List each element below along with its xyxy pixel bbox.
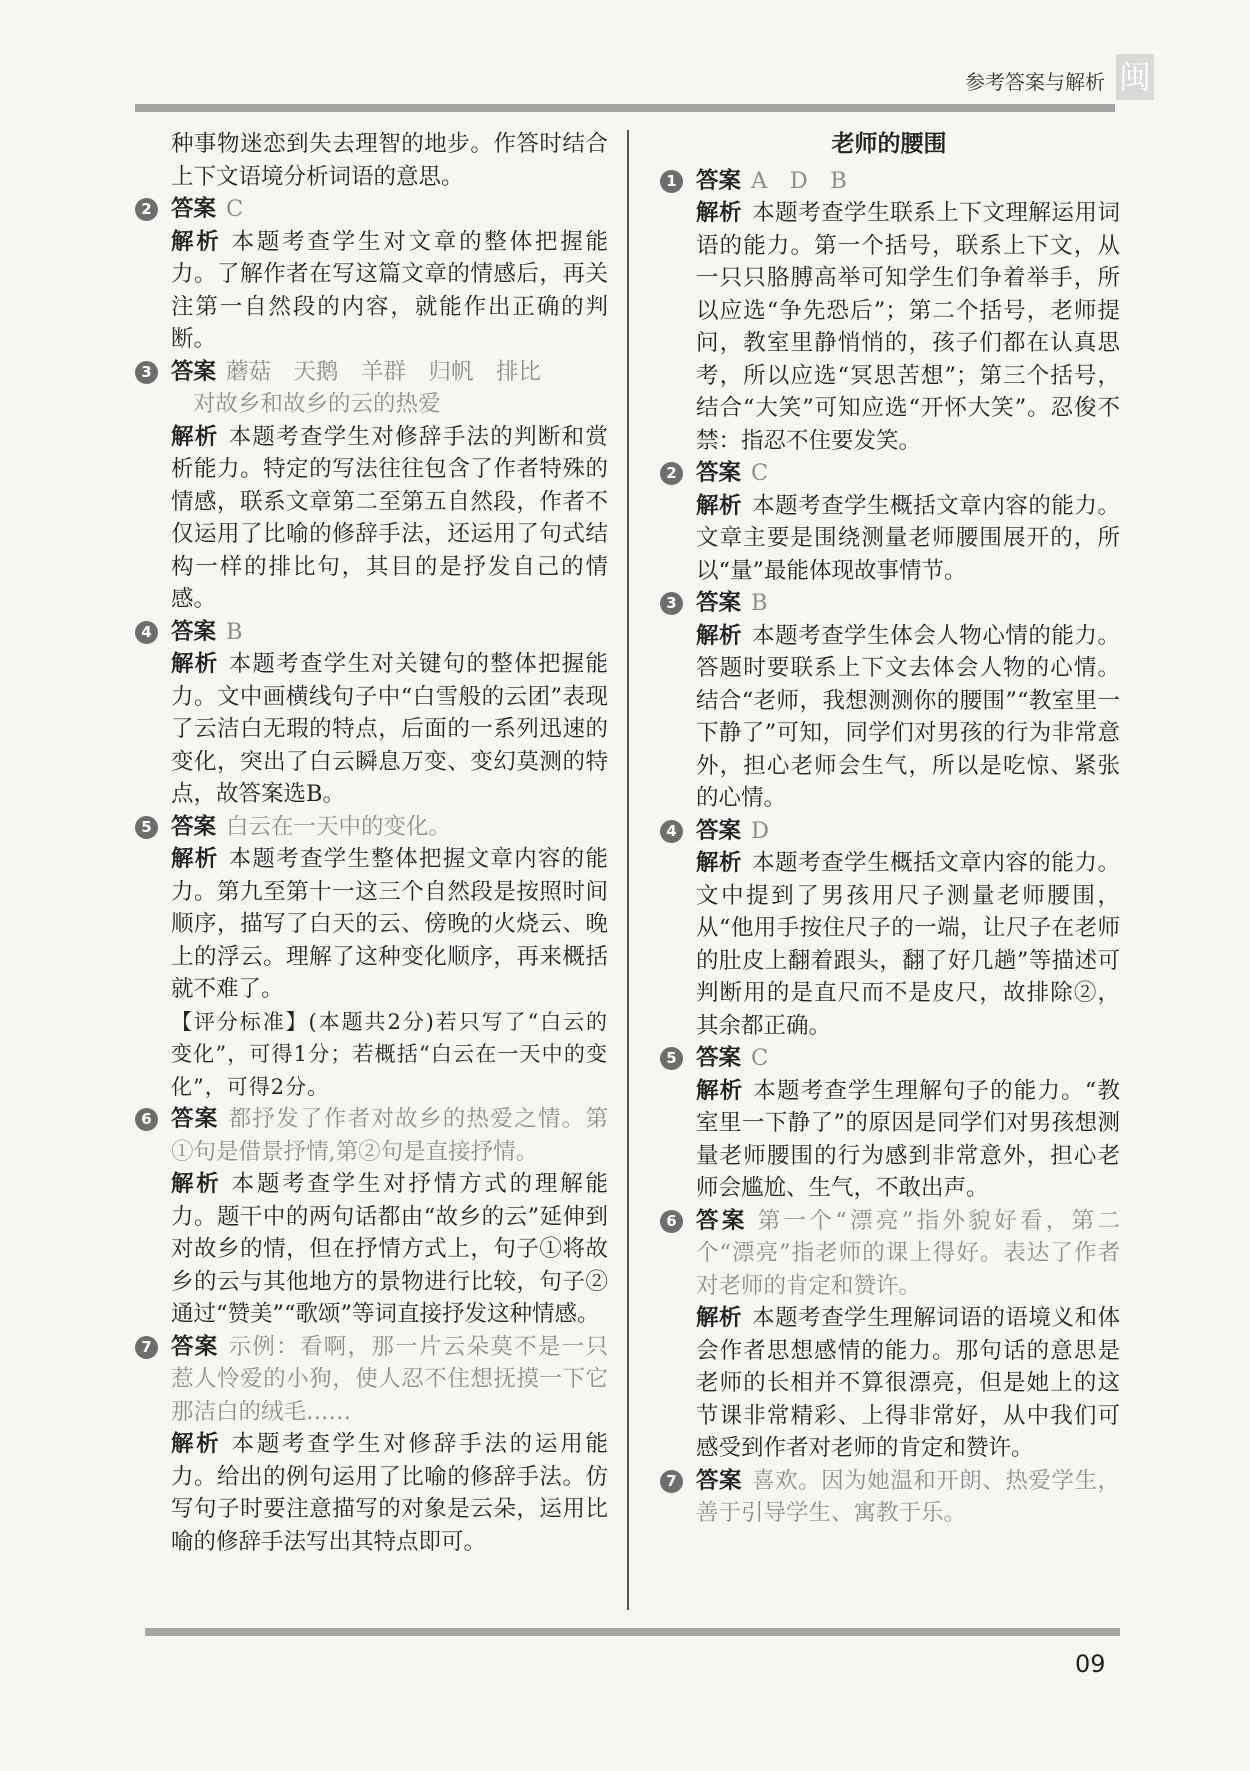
question-4 <box>658 815 1120 1043</box>
answer-label: 答案 <box>171 813 217 840</box>
answer-value: A D B <box>751 167 847 194</box>
question-number: 7 <box>660 1470 683 1493</box>
question-number: 2 <box>135 198 158 221</box>
analysis-label: 解析 <box>696 1305 743 1331</box>
question-7 <box>658 1465 1120 1530</box>
question-number: 2 <box>660 462 683 485</box>
analysis-text: 本题考查学生概括文章内容的能力。文章主要是围绕测量老师腰围展开的，所以“量”最能体现故事情节。 <box>696 492 1120 584</box>
analysis-text: 本题考查学生整体把握文章内容的能力。第九至第十一这三个自然段是按照时间顺序，描写了白天的云、傍晚的火烧云、晚上的浮云。理解了这种变化顺序，再来概括就不难了。 <box>171 846 608 1002</box>
answer-label: 答案 <box>696 460 742 486</box>
answer-label: 答案 <box>696 817 742 844</box>
section-title: 老师的腰围 <box>831 131 947 157</box>
analysis-text: 本题考查学生对抒情方式的理解能力。题干中的两句话都由“故乡的云”延伸到对故乡的情，但在抒情方式上，句子①将故乡的云与其他地方的景物进行比较，句子②通过“赞美”“歌颂”等词直接抒发这种情感。 <box>171 1171 608 1327</box>
answer-label: 答案 <box>696 167 742 194</box>
answer-label: 答案 <box>696 1207 748 1234</box>
question-1 <box>658 165 1120 458</box>
question-number: 4 <box>135 621 158 644</box>
analysis-text: 本题考查学生对关键句的整体把握能力。文中画横线句子中“白雪般的云团”表现了云洁白无瑕的特点，后面的一系列迅速的变化，突出了白云瞬息万变、变幻莫测的特点，故答案选B。 <box>171 651 608 807</box>
analysis-text: 本题考查学生对文章的整体把握能力。了解作者在写这篇文章的情感后，再关注第一自然段的内容，就能作出正确的判断。 <box>171 228 608 352</box>
question-number: 3 <box>135 361 158 384</box>
question-2 <box>658 457 1120 587</box>
answer-value: C <box>751 460 769 486</box>
question-6 <box>658 1205 1120 1465</box>
answer-label: 答案 <box>171 196 217 222</box>
analysis-text: 本题考查学生联系上下文理解运用词语的能力。第一个括号，联系上下文，从一只只胳膊高举可知学生们争着举手，所以应选“争先恐后”；第二个括号，老师提问，教室里静悄悄的，孩子们都在认真思考，所以应选“冥思苦想”；第三个括号，结合“大笑”可知应选“开怀大笑”。忍俊不禁：指忍不住要发笑。 <box>696 200 1120 454</box>
answer-label: 答案 <box>696 1467 743 1494</box>
question-number: 5 <box>660 1047 683 1070</box>
question-6 <box>133 1103 608 1331</box>
question-7 <box>133 1331 608 1559</box>
question-number: 4 <box>660 820 683 843</box>
bottom-rule <box>145 1628 1120 1636</box>
question-2 <box>133 193 608 356</box>
analysis-text: 本题考查学生理解句子的能力。“教室里一下静了”的原因是同学们对男孩想测量老师腰围的行为感到非常意外，担心老师会尴尬、生气，不敢出声。 <box>696 1077 1120 1201</box>
page-number: 09 <box>1075 1650 1106 1678</box>
top-rule <box>135 104 1115 112</box>
analysis-label: 解析 <box>171 1171 222 1197</box>
answer-value-2: 对故乡和故乡的云的热爱 <box>193 391 441 417</box>
answer-value: 喜欢。因为她温和开朗、热爱学生，善于引导学生、寓教于乐。 <box>696 1467 1120 1526</box>
question-number: 5 <box>135 816 158 839</box>
scoring-criteria: 【评分标准】(本题共2分)若只写了“白云的变化”，可得1分；若概括“白云在一天中的变化”，可得2分。 <box>171 1009 608 1099</box>
question-3 <box>658 587 1120 815</box>
analysis-label: 解析 <box>171 228 222 255</box>
region-badge-label: 闽 <box>1116 54 1154 100</box>
answer-label: 答案 <box>696 1045 742 1071</box>
header-title: 参考答案与解析 <box>965 70 1105 94</box>
answer-label: 答案 <box>171 1106 219 1132</box>
question-number: 7 <box>135 1336 158 1359</box>
analysis-label: 解析 <box>696 850 743 876</box>
right-column <box>658 128 1120 1530</box>
answer-value: 蘑菇 天鹅 羊群 归帆 排比 <box>226 358 542 385</box>
question-number: 3 <box>660 592 683 615</box>
answer-label: 答案 <box>171 358 217 385</box>
question-4 <box>133 616 608 811</box>
answer-value: 第一个“漂亮”指外貌好看，第二个“漂亮”指老师的课上得好。表达了作者对老师的肯定和赞许。 <box>696 1207 1120 1299</box>
analysis-label: 解析 <box>171 423 219 450</box>
question-number: 6 <box>660 1210 683 1233</box>
analysis-label: 解析 <box>696 200 743 226</box>
analysis-text: 本题考查学生理解词语的语境义和体会作者思想感情的能力。那句话的意思是老师的长相并不算很漂亮，但是她上的这节课非常精彩、上得非常好，从中我们可感受到作者对老师的肯定和赞许。 <box>696 1305 1120 1461</box>
left-column <box>133 128 608 1558</box>
analysis-text: 本题考查学生对修辞手法的运用能力。给出的例句运用了比喻的修辞手法。仿写句子时要注意描写的对象是云朵，运用比喻的修辞手法写出其特点即可。 <box>171 1431 608 1555</box>
answer-label: 答案 <box>171 618 217 645</box>
analysis-label: 解析 <box>171 846 219 872</box>
analysis-text: 本题考查学生体会人物心情的能力。答题时要联系上下文去体会人物的心情。结合“老师，我想测测你的腰围”“教室里一下静了”可知，同学们对男孩的行为非常意外，担心老师会生气，所以是吃惊、紧张的心情。 <box>696 622 1120 811</box>
analysis-label: 解析 <box>171 651 219 677</box>
answer-value: 白云在一天中的变化。 <box>226 813 452 840</box>
analysis-text: 本题考查学生对修辞手法的判断和赏析能力。特定的写法往往包含了作者特殊的情感，联系文章第二至第五自然段，作者不仅运用了比喻的修辞手法，还运用了句式结构一样的排比句，其目的是抒发自己的情感。 <box>171 423 608 612</box>
analysis-label: 解析 <box>696 1077 744 1104</box>
analysis-text: 本题考查学生概括文章内容的能力。文中提到了男孩用尺子测量老师腰围，从“他用手按住尺子的一端，让尺子在老师的肚皮上翻着跟头，翻了好几趟”等描述可判断用的是直尺而不是皮尺，故排除②，其余都正确。 <box>696 850 1120 1039</box>
answer-value: B <box>226 618 243 645</box>
column-divider <box>627 130 629 1610</box>
answer-value: B <box>751 590 768 616</box>
answer-value: 示例：看啊，那一片云朵莫不是一只惹人怜爱的小狗，使人忍不住想抚摸一下它那洁白的绒毛…… <box>171 1333 608 1425</box>
analysis-label: 解析 <box>696 492 743 519</box>
analysis-label: 解析 <box>171 1431 222 1457</box>
question-number: 6 <box>135 1108 158 1131</box>
answer-value: C <box>751 1045 769 1071</box>
answer-value: C <box>226 196 244 222</box>
question-number: 1 <box>660 170 683 193</box>
answer-label: 答案 <box>171 1333 219 1360</box>
continuation-text: 种事物迷恋到失去理智的地步。作答时结合上下文语境分析词语的意思。 <box>171 131 608 190</box>
analysis-label: 解析 <box>696 622 743 649</box>
answer-value: D <box>751 817 770 844</box>
answer-value: 都抒发了作者对故乡的热爱之情。第①句是借景抒情,第②句是直接抒情。 <box>171 1106 608 1165</box>
question-5 <box>658 1042 1120 1205</box>
answer-label: 答案 <box>696 590 742 616</box>
question-5 <box>133 811 608 1104</box>
question-3 <box>133 356 608 616</box>
